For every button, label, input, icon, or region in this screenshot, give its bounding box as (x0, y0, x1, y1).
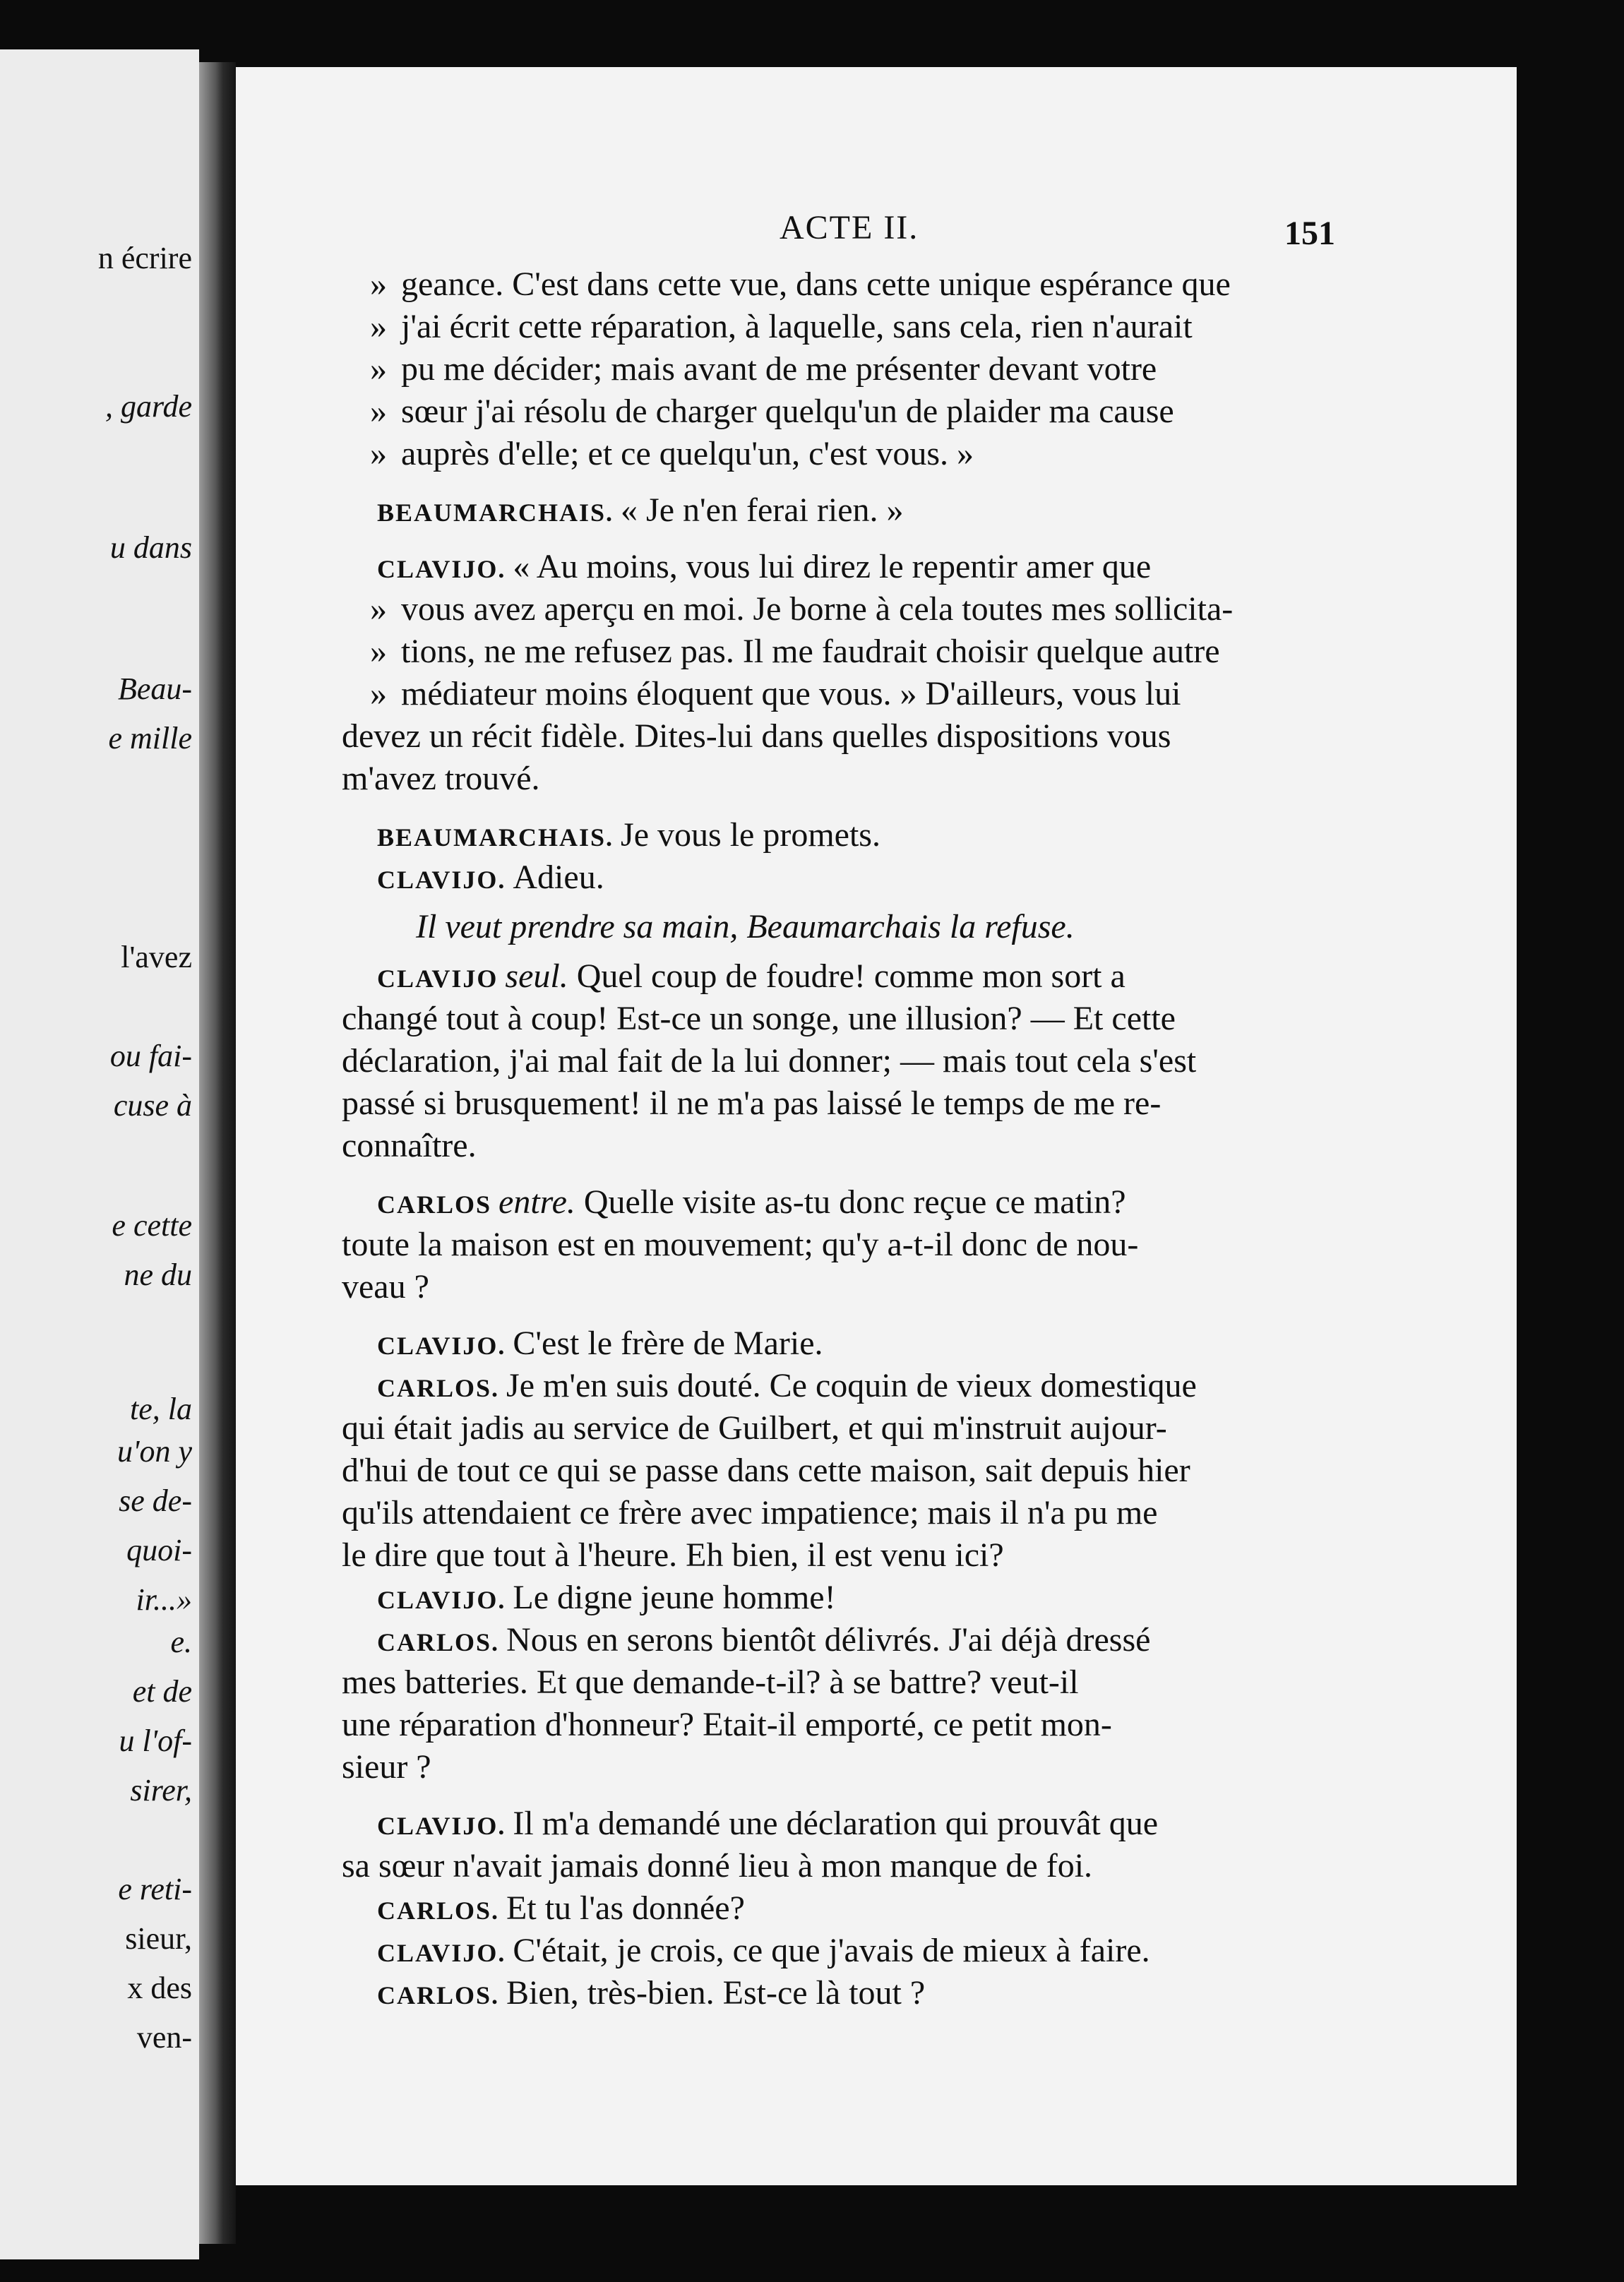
text-line (342, 1225, 1138, 1265)
text-line (342, 1748, 431, 1787)
line-text: Il m'a demandé une déclaration qui prouvât que (513, 1805, 1159, 1842)
line-text: qu'ils attendaient ce frère avec impatience; mais il n'a pu me (342, 1494, 1158, 1531)
speech-line (377, 1931, 1150, 1973)
speaker-name: CARLOS (377, 1190, 492, 1219)
facing-page-line: ven- (136, 2020, 192, 2055)
text-line (342, 759, 540, 799)
speaker-name: CLAVIJO (377, 964, 498, 993)
line-text: Quel coup de foudre! comme mon sort a (576, 957, 1126, 995)
line-text: mes batteries. Et que demande-t-il? à se battre? veut-il (342, 1663, 1079, 1701)
facing-page-line: e. (170, 1625, 192, 1659)
line-text: sieur ? (342, 1748, 431, 1786)
line-text: qui était jadis au service de Guilbert, et qui m'instruit aujour- (342, 1409, 1167, 1447)
line-text: auprès d'elle; et ce quelqu'un, c'est vous. » (401, 435, 974, 472)
line-text: Je m'en suis douté. Ce coquin de vieux domestique (506, 1367, 1197, 1404)
line-text: C'est le frère de Marie. (513, 1325, 823, 1362)
facing-page-line: u'on y (117, 1434, 192, 1469)
quote-mark: » (370, 265, 387, 303)
text-line (342, 1409, 1167, 1448)
line-text: Bien, très-bien. Est-ce là tout ? (506, 1974, 926, 2012)
text-line (370, 265, 1231, 304)
quote-mark: » (370, 675, 387, 712)
stage-direction-inline: seul. (505, 957, 568, 995)
facing-page-line: u dans (109, 530, 192, 565)
line-text: une réparation d'honneur? Etait-il emporté, ce petit mon- (342, 1706, 1112, 1743)
line-text: veau ? (342, 1268, 429, 1306)
facing-page-line: quoi- (126, 1533, 192, 1567)
line-text: le dire que tout à l'heure. Eh bien, il est venu ici? (342, 1536, 1004, 1574)
speech-line (377, 1620, 1150, 1662)
facing-page-line: x des (127, 1971, 192, 2005)
facing-page-line: cuse à (113, 1088, 192, 1123)
speech-line (377, 1804, 1158, 1846)
facing-page-line: et de (132, 1674, 192, 1709)
quote-mark: » (370, 393, 387, 430)
speaker-name: CARLOS. (377, 1896, 500, 1925)
speech-line (377, 547, 1151, 589)
speech-line (377, 1366, 1197, 1408)
facing-page-line: e cette (112, 1208, 192, 1243)
stage-direction-inline: entre. (498, 1183, 575, 1221)
speaker-name: CLAVIJO. (377, 1586, 506, 1614)
speech-line (377, 816, 880, 857)
speaker-name: CLAVIJO. (377, 866, 506, 894)
facing-page-line: se de- (119, 1483, 192, 1518)
facing-page-line: n écrire (97, 241, 192, 275)
speaker-name: CARLOS. (377, 1374, 500, 1402)
running-head: ACTE II. (780, 209, 919, 246)
text-line (342, 999, 1176, 1039)
line-text: « Je n'en ferai rien. » (621, 491, 904, 529)
text-line (370, 590, 1233, 629)
speech-line (377, 858, 604, 900)
facing-page-line: ne du (124, 1258, 192, 1292)
line-text: geance. C'est dans cette vue, dans cette unique espérance que (401, 265, 1231, 303)
line-text: tions, ne me refusez pas. Il me faudrait choisir quelque autre (401, 633, 1220, 670)
line-text: m'avez trouvé. (342, 760, 540, 797)
line-text: « Au moins, vous lui direz le repentir amer que (513, 548, 1152, 585)
line-text: changé tout à coup! Est-ce un songe, une illusion? — Et cette (342, 1000, 1176, 1037)
line-text: toute la maison est en mouvement; qu'y a-t-il donc de nou- (342, 1226, 1139, 1263)
text-line (370, 434, 974, 474)
speech-line (377, 1973, 925, 2015)
facing-page-line: l'avez (121, 940, 192, 974)
line-text: Quelle visite as-tu donc reçue ce matin? (583, 1183, 1126, 1221)
text-line (342, 1493, 1157, 1533)
text-line (370, 632, 1220, 671)
speech-line (377, 1578, 836, 1620)
facing-page-line: e reti- (118, 1872, 192, 1906)
line-text: Le digne jeune homme! (513, 1579, 836, 1616)
text-line (342, 1126, 477, 1166)
facing-page-line: sieur, (125, 1921, 192, 1956)
speaker-name: CLAVIJO. (377, 1812, 506, 1840)
facing-page (0, 49, 199, 2259)
line-text: Nous en serons bientôt délivrés. J'ai déjà dressé (506, 1621, 1151, 1659)
text-line (342, 1846, 1092, 1886)
quote-mark: » (370, 590, 387, 628)
line-text: Adieu. (513, 859, 604, 896)
speech-line (377, 957, 1126, 998)
line-text: vous avez aperçu en moi. Je borne à cela toutes mes sollicita- (401, 590, 1234, 628)
text-line (342, 1041, 1196, 1081)
page-number: 151 (1284, 215, 1335, 252)
text-line (370, 307, 1193, 347)
text-line (370, 350, 1157, 389)
stage-direction (416, 907, 1075, 947)
line-text: déclaration, j'ai mal fait de la lui donner; — mais tout cela s'est (342, 1042, 1197, 1080)
quote-mark: » (370, 308, 387, 345)
text-line (342, 1705, 1112, 1745)
speaker-name: CLAVIJO. (377, 555, 506, 583)
text-line (342, 1451, 1190, 1491)
facing-page-line: Beau- (117, 671, 192, 706)
speech-line (377, 1889, 745, 1930)
speaker-name: CARLOS. (377, 1628, 500, 1656)
speech-line (377, 1183, 1126, 1224)
text-line (342, 717, 1171, 756)
page-header (236, 208, 1517, 258)
text-line (342, 1536, 1004, 1575)
facing-page-line: e mille (108, 721, 192, 755)
facing-page-line: te, la (130, 1392, 192, 1426)
text-line (342, 1084, 1161, 1123)
speaker-name: CLAVIJO. (377, 1332, 506, 1360)
speaker-name: BEAUMARCHAIS. (377, 823, 614, 852)
line-text: Je vous le promets. (621, 816, 880, 854)
line-text: pu me décider; mais avant de me présenter devant votre (401, 350, 1157, 388)
speaker-name: CLAVIJO. (377, 1939, 506, 1967)
line-text: Il veut prendre sa main, Beaumarchais la refuse. (416, 908, 1075, 945)
book-gutter (199, 62, 236, 2244)
text-line (342, 1663, 1079, 1702)
line-text: médiateur moins éloquent que vous. » D'ailleurs, vous lui (401, 675, 1181, 712)
line-text: connaître. (342, 1127, 477, 1164)
line-text: sa sœur n'avait jamais donné lieu à mon manque de foi. (342, 1847, 1093, 1884)
speaker-name: CARLOS. (377, 1981, 500, 2009)
speaker-name: BEAUMARCHAIS. (377, 498, 614, 527)
text-line (370, 674, 1181, 714)
quote-mark: » (370, 350, 387, 388)
text-line (342, 1267, 429, 1307)
quote-mark: » (370, 633, 387, 670)
line-text: devez un récit fidèle. Dites-lui dans quelles dispositions vous (342, 717, 1171, 755)
facing-page-line: , garde (105, 389, 192, 424)
line-text: j'ai écrit cette réparation, à laquelle, sans cela, rien n'aurait (401, 308, 1193, 345)
facing-page-line: u l'of- (119, 1724, 192, 1758)
line-text: passé si brusquement! il ne m'a pas laissé le temps de me re- (342, 1085, 1162, 1122)
facing-page-line: sirer, (130, 1773, 192, 1808)
facing-page-line: ou fai- (109, 1039, 192, 1073)
speech-line (377, 1324, 823, 1366)
speech-line (377, 491, 904, 532)
book-page (236, 67, 1517, 2185)
facing-page-line: ir...» (136, 1582, 192, 1617)
text-line (370, 392, 1174, 431)
line-text: Et tu l'as donnée? (506, 1889, 745, 1927)
line-text: d'hui de tout ce qui se passe dans cette maison, sait depuis hier (342, 1452, 1190, 1489)
line-text: C'était, je crois, ce que j'avais de mieux à faire. (513, 1932, 1150, 1969)
line-text: sœur j'ai résolu de charger quelqu'un de plaider ma cause (401, 393, 1174, 430)
quote-mark: » (370, 435, 387, 472)
